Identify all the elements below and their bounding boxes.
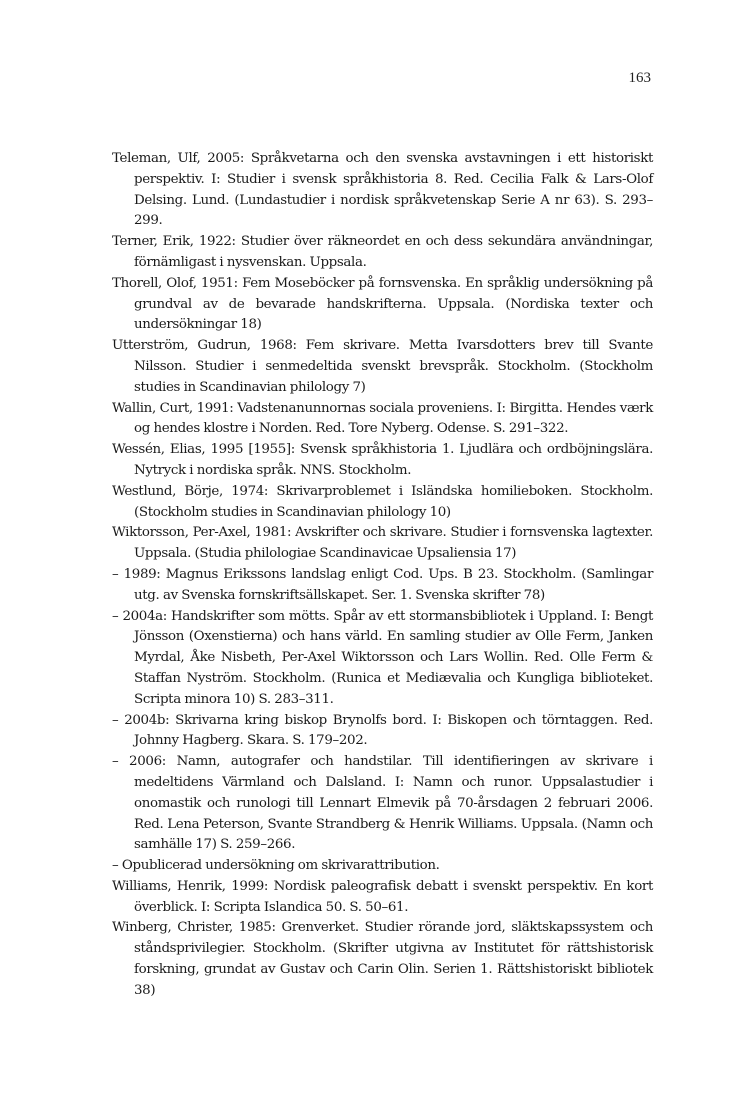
bibliography-entry: – 2006: Namn, autografer och handstilar. Till identifieringen av skrivare i medeltidens Värmland och Dalsland. I: Namn och runor. Uppsalastudier i onomastik och runologi till Lennart Elmevik på 70-årsdagen 2 februari 2006. Red. Lena Peterson, Svante Strandberg & Henrik Williams. Uppsala. (Namn och samhälle 17) S. 259–266. (112, 754, 653, 853)
bibliography-entry: Wallin, Curt, 1991: Vadstenanunnornas sociala proveniens. I: Birgitta. Hendes værk og hendes klostre i Norden. Red. Tore Nyberg. Odense. S. 291–322. (112, 400, 653, 437)
bibliography-entry: Wessén, Elias, 1995 [1955]: Svensk språkhistoria 1. Ljudlära och ordböjningslära. Nytryck i nordiska språk. NNS. Stockholm. (112, 442, 653, 478)
bibliography-entry: – 2004a: Handskrifter som mötts. Spår av ett stormansbibliotek i Uppland. I: Bengt Jönsson (Oxenstierna) och hans värld. En samling studier av Olle Ferm, Janken Myrdal, Åke Nisbeth, Per-Axel Wiktorsson och Lars Wollin. Red. Olle Ferm & Staffan Nyström. Stockholm. (Runica et Mediævalia och Kungliga biblioteket. Scripta minora 10) S. 283–311. (112, 608, 653, 707)
bibliography-entry: Westlund, Börje, 1974: Skrivarproblemet i Isländska homilieboken. Stockholm. (Stockholm studies in Scandinavian philology 10) (112, 483, 653, 520)
page-number: 163 (628, 70, 651, 86)
bibliography-entry: Terner, Erik, 1922: Studier över räkneordet en och dess sekundära användningar, förnämligast i nysvenskan. Uppsala. (112, 234, 653, 270)
bibliography-list (112, 149, 653, 1002)
bibliography-entry: – Opublicerad undersökning om skrivarattribution. (112, 858, 440, 874)
bibliography-entry: Utterström, Gudrun, 1968: Fem skrivare. Metta Ivarsdotters brev till Svante Nilsson. Studier i senmedeltida svenskt brevspråk. Stockholm. (Stockholm studies in Scandinavian philology 7) (112, 338, 653, 395)
bibliography-entry: Williams, Henrik, 1999: Nordisk paleografisk debatt i svenskt perspektiv. En kort överblick. I: Scripta Islandica 50. S. 50–61. (112, 878, 653, 915)
bibliography-entry: Thorell, Olof, 1951: Fem Moseböcker på fornsvenska. En språklig undersökning på grundval av de bevarade handskrifterna. Uppsala. (Nordiska texter och undersökningar 18) (112, 275, 653, 333)
bibliography-entry: Winberg, Christer, 1985: Grenverket. Studier rörande jord, släktskapssystem och ståndsprivilegier. Stockholm. (Skrifter utgivna av Institutet för rättshistorisk forskning, grundat av Gustav och Carin Olin. Serien 1. Rättshistoriskt bibliotek 38) (112, 920, 653, 998)
bibliography-entry: – 2004b: Skrivarna kring biskop Brynolfs bord. I: Biskopen och törntaggen. Red. Johnny Hagberg. Skara. S. 179–202. (112, 712, 653, 749)
bibliography-entry: Teleman, Ulf, 2005: Språkvetarna och den svenska avstavningen i ett historiskt perspektiv. I: Studier i svensk språkhistoria 8. Red. Cecilia Falk & Lars-Olof Delsing. Lund. (Lundastudier i nordisk språkvetenskap Serie A nr 63). S. 293–299. (112, 151, 653, 229)
bibliography-entry: – 1989: Magnus Erikssons landslag enligt Cod. Ups. B 23. Stockholm. (Samlingar utg. av Svenska fornskriftsällskapet. Ser. 1. Svenska skrifter 78) (112, 566, 653, 603)
bibliography-entry: Wiktorsson, Per-Axel, 1981: Avskrifter och skrivare. Studier i fornsvenska lagtexter. Uppsala. (Studia philologiae Scandinavicae Upsaliensia 17) (112, 525, 653, 562)
